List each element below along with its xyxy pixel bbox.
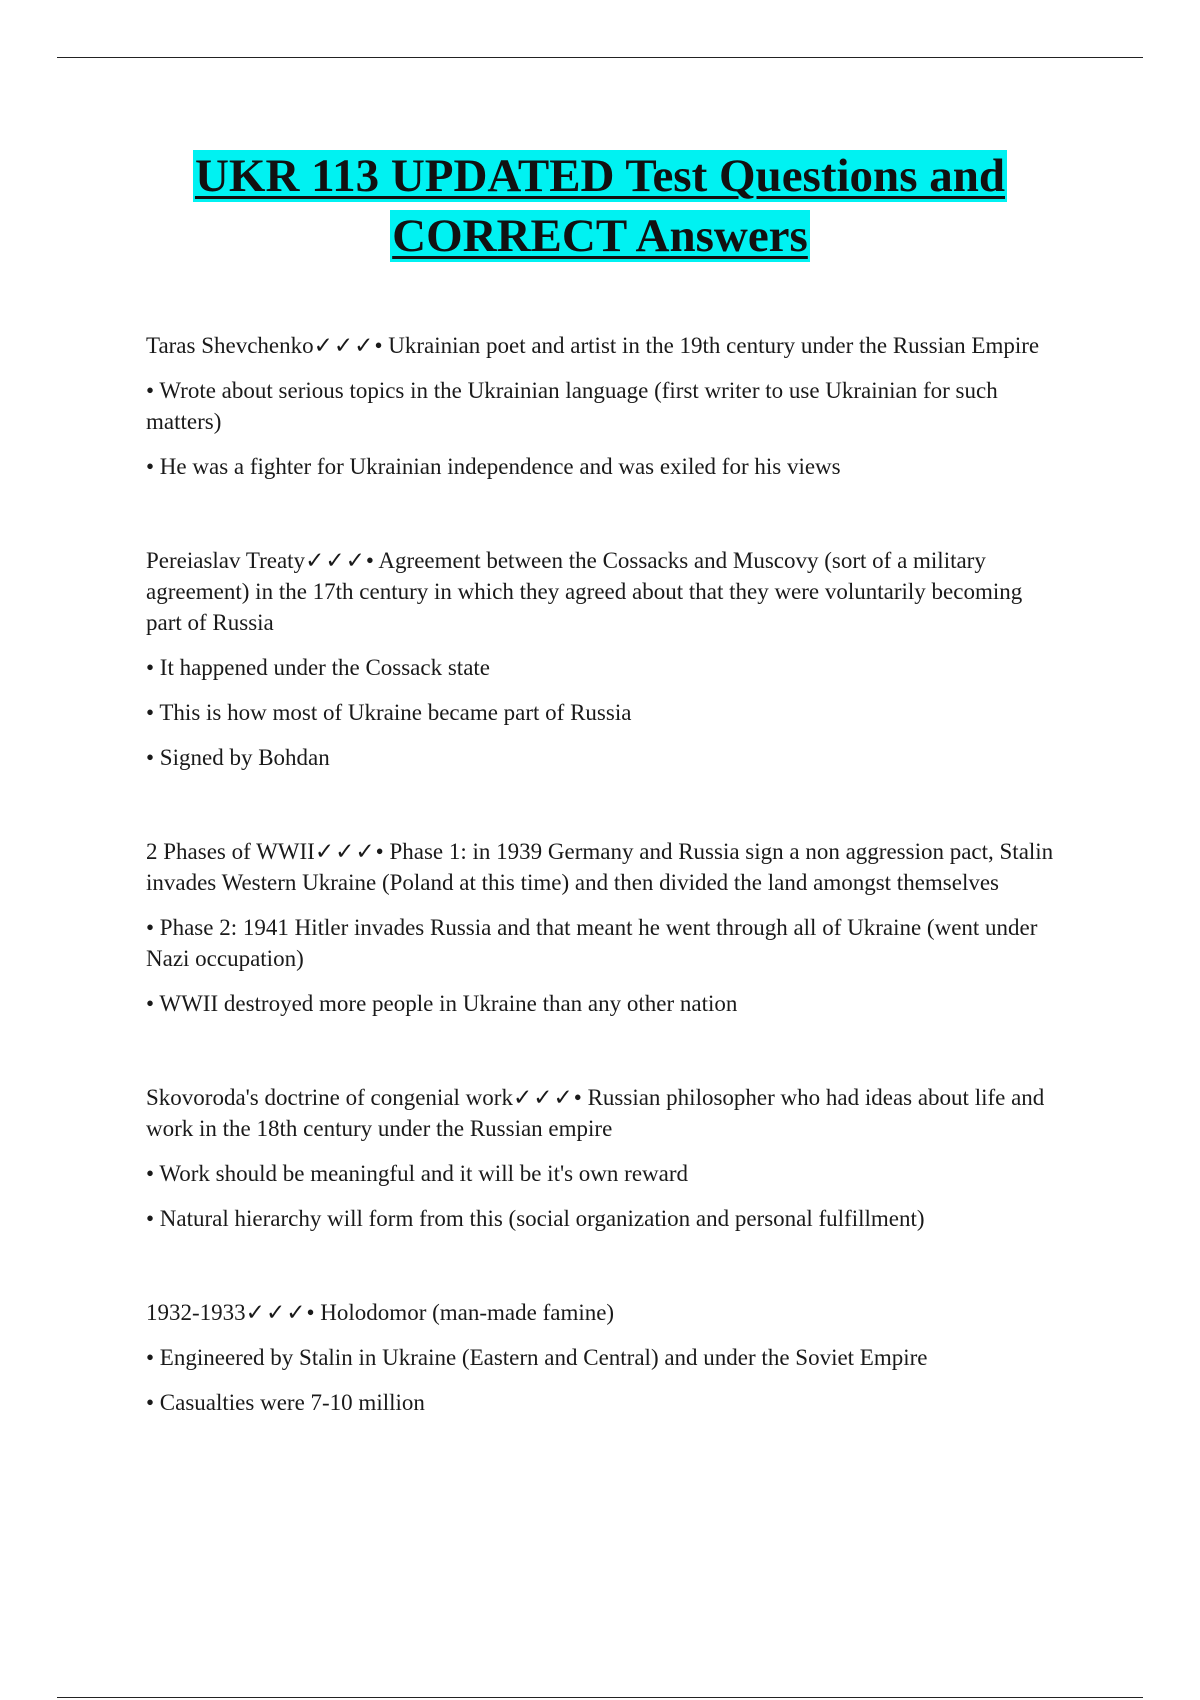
answer: • Ukrainian poet and artist in the 19th century under the Russian Empire: [374, 333, 1040, 358]
check-marks-icon: ✓✓✓: [313, 333, 375, 358]
bullet-point: • It happened under the Cossack state: [146, 655, 491, 680]
answer: • Phase 1: in 1939 Germany and Russia sign a non aggression pact, Stalin invades Western Ukraine (Poland at this time) and then divided the land amongst themselves: [146, 839, 1054, 895]
answer: • Holodomor (man-made famine): [306, 1300, 615, 1325]
bullet-point: • This is how most of Ukraine became part of Russia: [146, 700, 632, 725]
bullet-point: • Natural hierarchy will form from this (social organization and personal fulfillment): [146, 1206, 925, 1231]
answer: • Agreement between the Cossacks and Muscovy (sort of a military agreement) in the 17th century in which they agreed about that they were voluntarily becoming part of Russia: [146, 548, 1023, 635]
qa-question: [146, 1297, 1056, 1328]
qa-entry-shevchenko: [146, 330, 1056, 482]
bullet-point: • WWII destroyed more people in Ukraine than any other nation: [146, 991, 738, 1016]
bullet-point: • Casualties were 7-10 million: [146, 1390, 425, 1415]
title-line-2: CORRECT Answers: [392, 210, 808, 262]
document-title: [120, 146, 1080, 266]
qa-question: [146, 545, 1056, 638]
bullet-point: • He was a fighter for Ukrainian independence and was exiled for his views: [146, 454, 841, 479]
bullet-point: • Engineered by Stalin in Ukraine (Eastern and Central) and under the Soviet Empire: [146, 1345, 928, 1370]
qa-entry-wwii: [146, 836, 1056, 1019]
qa-entry-holodomor: [146, 1297, 1056, 1418]
term: Taras Shevchenko: [146, 333, 314, 358]
qa-entry-skovoroda: [146, 1082, 1056, 1234]
term: Skovoroda's doctrine of congenial work: [146, 1085, 513, 1110]
title-line-1: UKR 113 UPDATED Test Questions and: [194, 150, 1006, 202]
bullet-point: • Work should be meaningful and it will be it's own reward: [146, 1161, 689, 1186]
qa-question: [146, 836, 1056, 898]
term: 2 Phases of WWII: [146, 839, 315, 864]
qa-entry-pereiaslav: [146, 545, 1056, 773]
term: Pereiaslav Treaty: [146, 548, 306, 573]
check-marks-icon: ✓✓✓: [305, 548, 366, 573]
bottom-rule: [57, 1697, 1143, 1698]
check-marks-icon: ✓✓✓: [512, 1085, 574, 1110]
check-marks-icon: ✓✓✓: [314, 839, 376, 864]
answer: • Russian philosopher who had ideas about life and work in the 18th century under the Russian empire: [146, 1085, 1045, 1141]
qa-list: [146, 330, 1056, 1481]
qa-question: [146, 330, 1056, 361]
top-rule: [57, 57, 1143, 58]
check-marks-icon: ✓✓✓: [245, 1300, 307, 1325]
bullet-point: • Signed by Bohdan: [146, 745, 330, 770]
bullet-point: • Wrote about serious topics in the Ukrainian language (first writer to use Ukrainian for such matters): [146, 378, 998, 434]
bullet-point: • Phase 2: 1941 Hitler invades Russia and that meant he went through all of Ukraine (went under Nazi occupation): [146, 915, 1038, 971]
qa-question: [146, 1082, 1056, 1144]
term: 1932-1933: [146, 1300, 246, 1325]
